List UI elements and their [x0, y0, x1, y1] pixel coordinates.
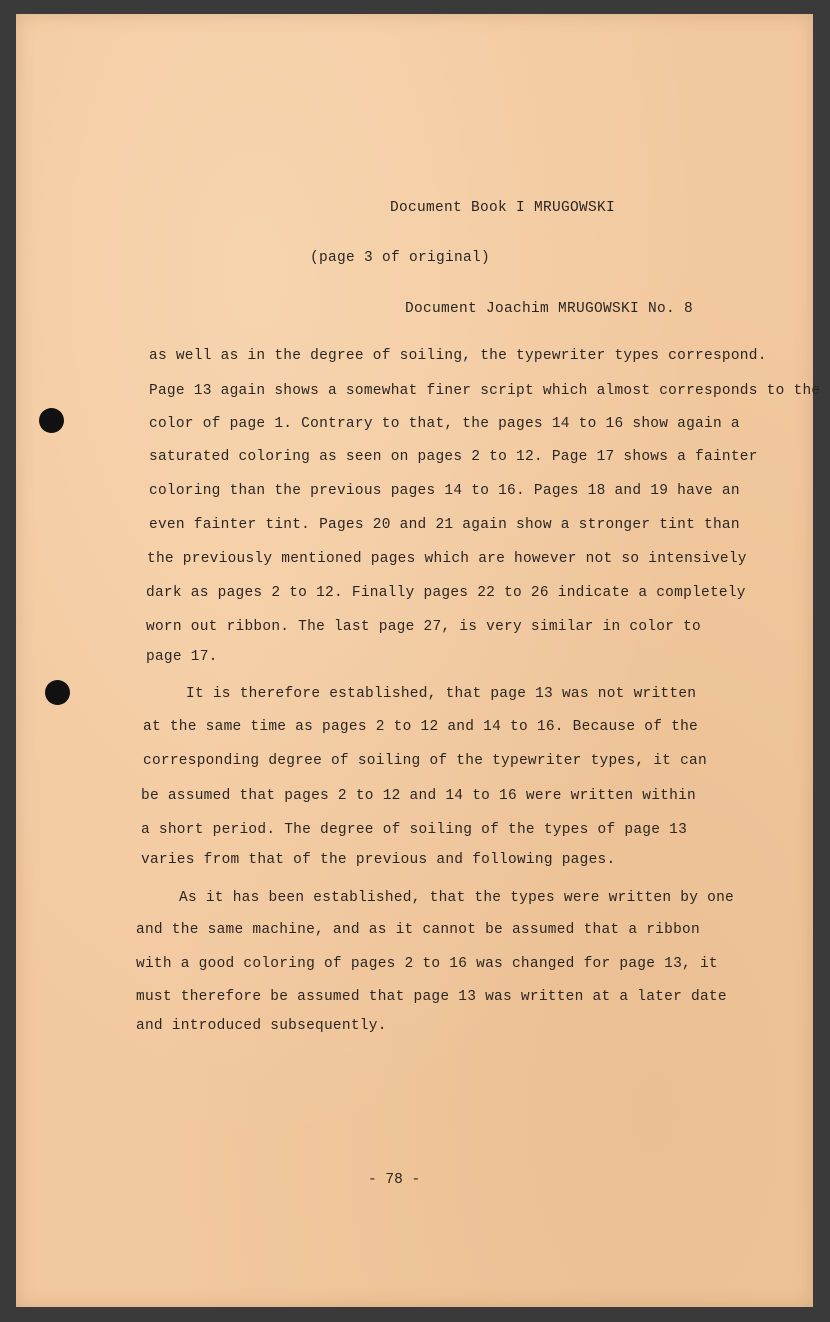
text-line: and the same machine, and as it cannot be assumed that a ribbon: [136, 922, 700, 938]
document-book-title: Document Book I MRUGOWSKI: [390, 200, 616, 216]
page-number: - 78 -: [368, 1172, 421, 1188]
page-of-original: (page 3 of original): [310, 250, 491, 266]
text-line: the previously mentioned pages which are however not so intensively: [147, 551, 747, 567]
punch-hole: [45, 680, 70, 705]
text-line: coloring than the previous pages 14 to 16. Pages 18 and 19 have an: [149, 483, 740, 499]
text-line: and introduced subsequently.: [136, 1018, 387, 1034]
text-line: even fainter tint. Pages 20 and 21 again show a stronger tint than: [149, 517, 740, 533]
text-line: color of page 1. Contrary to that, the pages 14 to 16 show again a: [149, 416, 740, 432]
text-line: with a good coloring of pages 2 to 16 was changed for page 13, it: [136, 956, 718, 972]
text-line: at the same time as pages 2 to 12 and 14 to 16. Because of the: [143, 719, 698, 735]
text-line: a short period. The degree of soiling of the types of page 13: [141, 822, 688, 838]
text-line: must therefore be assumed that page 13 was written at a later date: [136, 989, 727, 1005]
text-line: dark as pages 2 to 12. Finally pages 22 to 26 indicate a completely: [146, 585, 746, 601]
text-line: varies from that of the previous and following pages.: [141, 852, 616, 868]
text-line: As it has been established, that the types were written by one: [179, 890, 734, 906]
text-line: as well as in the degree of soiling, the typewriter types correspond.: [149, 348, 767, 364]
text-line: corresponding degree of soiling of the typewriter types, it can: [143, 753, 707, 769]
document-reference: Document Joachim MRUGOWSKI No. 8: [405, 301, 694, 317]
text-line: be assumed that pages 2 to 12 and 14 to 16 were written within: [141, 788, 696, 804]
text-line: worn out ribbon. The last page 27, is very similar in color to: [146, 619, 701, 635]
punch-hole: [39, 408, 64, 433]
text-line: Page 13 again shows a somewhat finer script which almost corresponds to the: [149, 383, 821, 399]
text-line: It is therefore established, that page 13 was not written: [186, 686, 697, 702]
text-line: page 17.: [146, 649, 218, 665]
text-line: saturated coloring as seen on pages 2 to 12. Page 17 shows a fainter: [149, 449, 758, 465]
